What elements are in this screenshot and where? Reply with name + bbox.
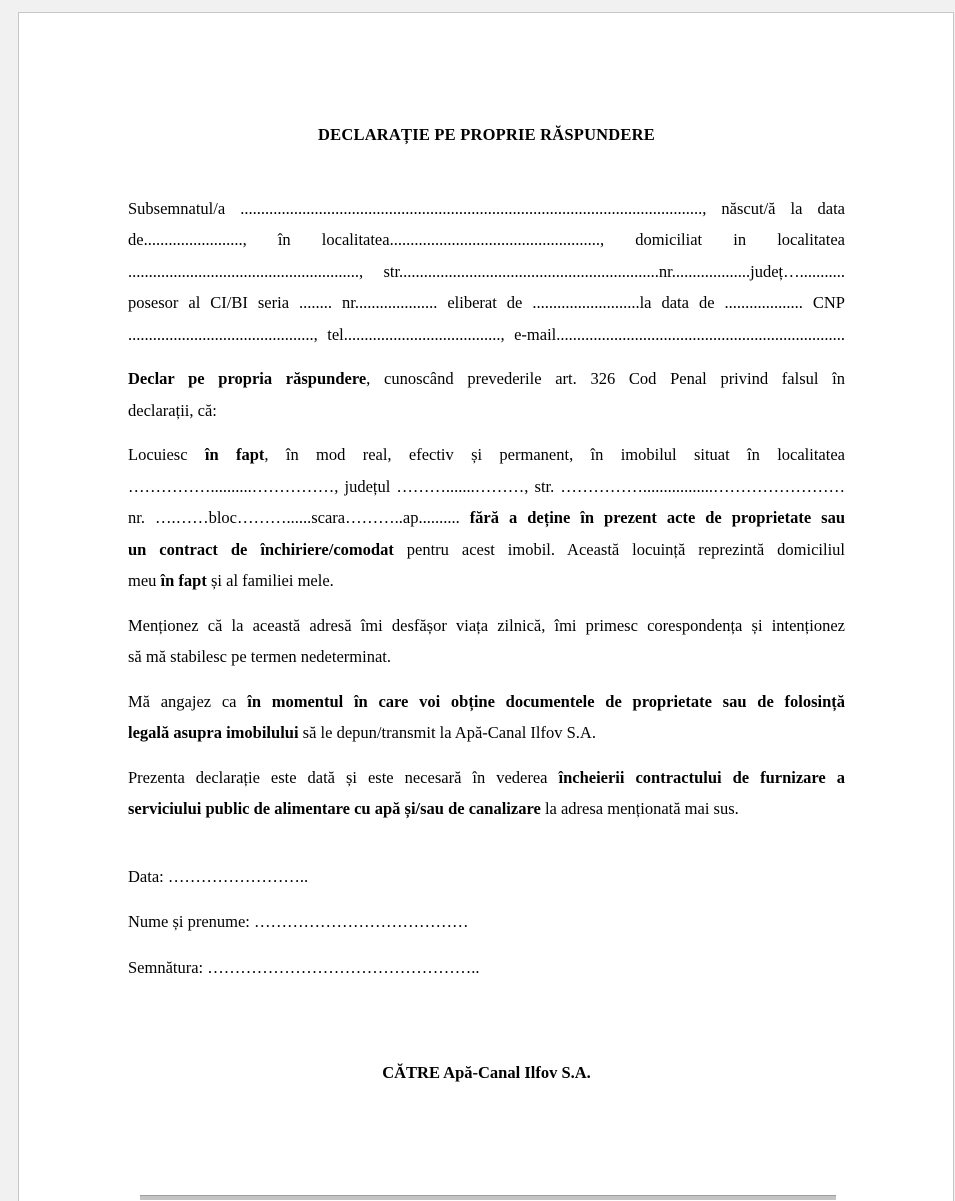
paragraph [128, 762, 845, 825]
text-line [128, 287, 845, 319]
text-segment: Menționez că la această adresă îmi desfășor viața zilnică, îmi primesc corespondența și intenționez [128, 615, 845, 635]
text-segment: , în mod real, efectiv și permanent, în imobilul situat în localitatea [264, 445, 845, 464]
bold-text-segment: în fapt [204, 445, 265, 464]
text-line [128, 762, 845, 794]
paragraph [128, 610, 845, 673]
bold-text-segment: în momentul în care voi obține documentele de proprietate sau de folosință [247, 691, 846, 711]
bold-text-segment: în fapt [160, 571, 207, 590]
text-line [128, 256, 845, 288]
text-segment: și al familiei mele. [206, 571, 334, 590]
text-line [128, 395, 845, 427]
text-segment: , cunoscând prevederile art. 326 Cod Penal privind falsul în [366, 369, 845, 388]
text-line [128, 439, 845, 471]
text-segment: pentru acest imobil. Această locuință reprezintă domiciliul [393, 539, 845, 559]
bold-text-segment: serviciului public de alimentare cu apă și/sau de canalizare [128, 799, 541, 818]
text-line [128, 193, 845, 225]
paragraph [128, 363, 845, 426]
text-segment: ……………..........……………, județul ……….......………, str. …………….................…………………… [128, 476, 845, 496]
bold-text-segment: Declar pe propria răspundere [128, 369, 367, 388]
text-segment: meu [128, 571, 161, 590]
text-line [128, 319, 845, 351]
signature-block [128, 861, 845, 984]
text-segment: la adresa menționată mai sus. [540, 799, 739, 818]
bold-text-segment: încheierii contractului de furnizare a [558, 767, 845, 787]
paragraph-list [128, 193, 845, 825]
text-segment: Subsemnatul/a ................................................................................................................, născut/ă la data [128, 198, 845, 218]
text-segment: nr. ….……bloc………......scara………..ap.......... [128, 508, 470, 527]
text-line [128, 610, 845, 642]
paragraph [128, 686, 845, 749]
next-section-border [140, 1195, 836, 1200]
addressee-line: CĂTRE Apă-Canal Ilfov S.A. [382, 1063, 591, 1082]
text-segment: să mă stabilesc pe termen nedeterminat. [128, 647, 391, 666]
text-line [128, 717, 845, 749]
text-line [128, 641, 845, 673]
text-line [128, 363, 845, 395]
date-line: Data: …………………….. [128, 866, 309, 886]
text-line [128, 793, 845, 825]
text-segment: să le depun/transmit la Apă-Canal Ilfov S.A. [298, 723, 596, 742]
text-line [128, 224, 845, 256]
document-page [18, 12, 954, 1201]
text-line [128, 565, 845, 597]
name-line: Nume și prenume: ………………………………… [128, 912, 469, 931]
text-segment: Mă angajez ca [128, 691, 248, 711]
text-segment: ............................................., tel......................................, e-mail...................................................................... [128, 324, 845, 344]
bold-text-segment: legală asupra imobilului [128, 723, 299, 742]
paragraph [128, 439, 845, 597]
text-line [128, 502, 845, 534]
text-segment: declarații, că: [128, 400, 217, 420]
text-segment: de........................, în localitatea..................................................., domiciliat in localitatea [128, 230, 845, 249]
text-segment: Prezenta declarație este dată și este necesară în vederea [128, 767, 559, 787]
text-segment: posesor al CI/BI seria ........ nr.................... eliberat de ..........................la data de ................... CNP [128, 293, 845, 312]
text-segment: ........................................................, str...............................................................nr...................județ…........... [128, 261, 845, 281]
bold-text-segment: fără a deține în prezent acte de proprietate sau [469, 508, 846, 527]
text-line [128, 534, 845, 566]
signature-line: Semnătura: ………………………………………….. [128, 957, 480, 977]
text-line [128, 471, 845, 503]
bold-text-segment: un contract de închiriere/comodat [128, 539, 394, 559]
text-segment: Locuiesc [128, 445, 205, 464]
text-line [128, 686, 845, 718]
document-title: DECLARAȚIE PE PROPRIE RĂSPUNDERE [318, 125, 655, 144]
paragraph [128, 193, 845, 351]
